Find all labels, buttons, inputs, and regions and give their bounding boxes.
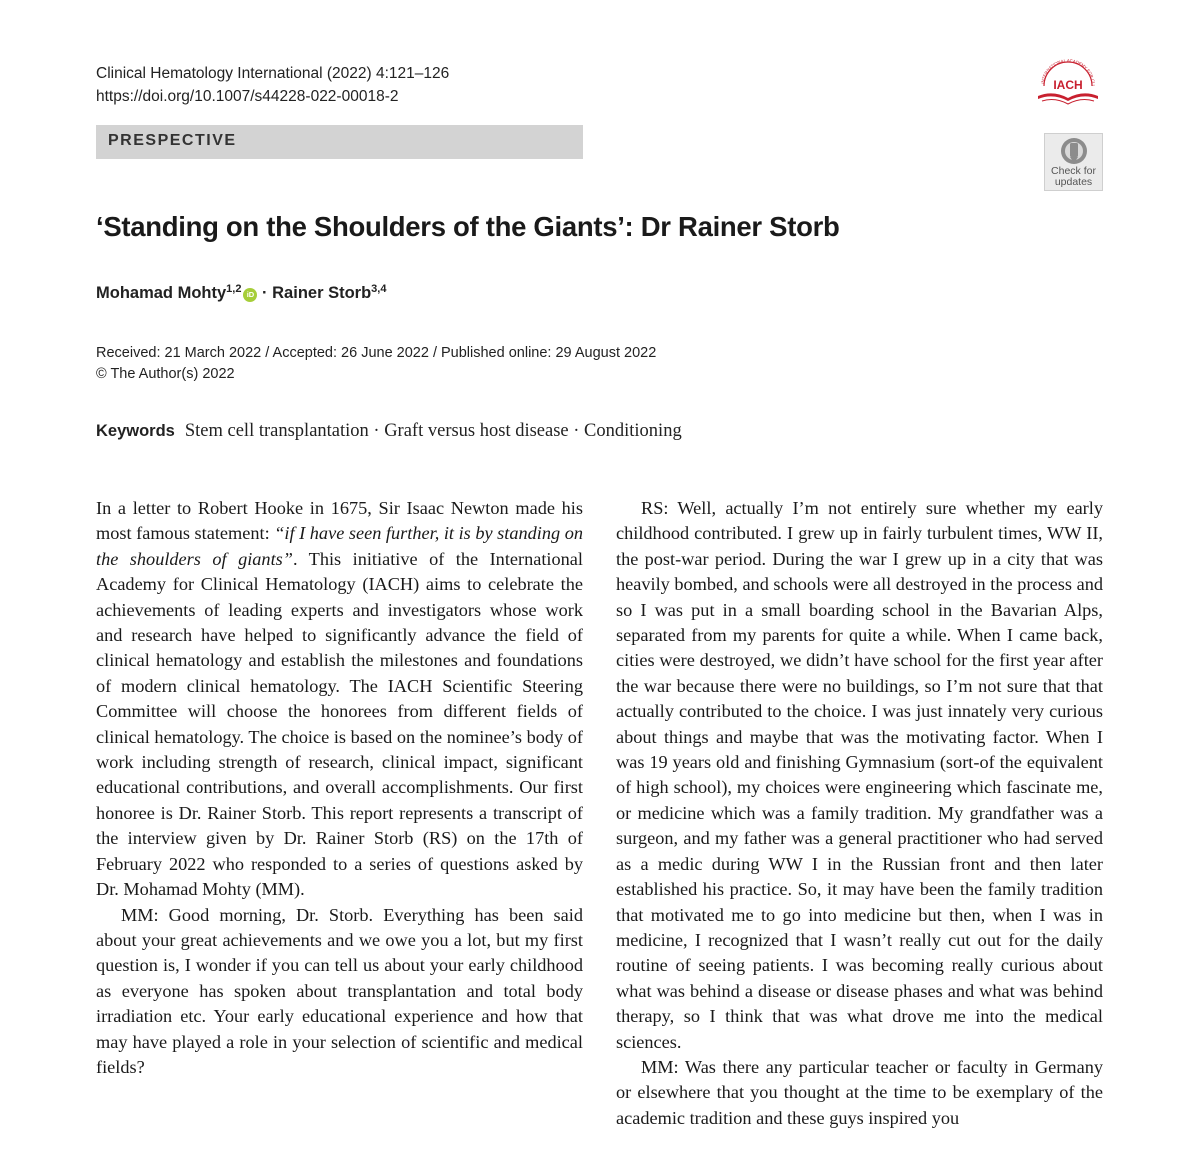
author-separator: · [257, 284, 273, 302]
logo-text: IACH [1053, 78, 1083, 92]
check-updates-icon [1060, 137, 1088, 165]
journal-citation: Clinical Hematology International (2022) 4:121–126 [96, 65, 450, 82]
publication-dates: Received: 21 March 2022 / Accepted: 26 June 2022 / Published online: 29 August 2022 [96, 345, 657, 361]
author-name[interactable]: Mohamad Mohty [96, 284, 227, 302]
copyright-notice: © The Author(s) 2022 [96, 366, 235, 382]
article-type-label: PRESPECTIVE [108, 132, 237, 149]
check-updates-label: Check for updates [1051, 165, 1096, 188]
keywords-text: Stem cell transplantation · Graft versus host disease · Conditioning [184, 421, 682, 441]
article-type-bar [96, 125, 583, 159]
paragraph-text: . This initiative of the International Academy for Clinical Hematology (IACH) aims to celebrate the achievements of leading experts and investigators whose work and research have helped to significantly advance the field of clinical hematology and establish the milestones and foundations of modern clinical hematology. The IACH Scientific Steering Committee will choose the honorees from different fields of clinical hematology. The choice is based on the nominee’s body of work including strength of research, clinical impact, significant educational contributions, and overall accomplishments. Our first honoree is Dr. Rainer Storb. This report represents a transcript of the interview given by Dr. Rainer Storb (RS) on the 17th of February 2022 who responded to a series of questions asked by Dr. Mohamad Mohty (MM). [96, 548, 583, 900]
body-paragraph [96, 496, 583, 903]
author-affiliation: 1,2 [226, 283, 242, 295]
body-column-left [96, 496, 583, 1080]
body-column-right [616, 496, 1103, 1131]
keywords [96, 421, 682, 442]
author-list [96, 284, 386, 303]
body-paragraph: RS: Well, actually I’m not entirely sure whether my early childhood contributed. I grew up in fairly turbulent times, WW II, the post-war period. During the war I grew up in a city that was heavily bombed, and schools were all destroyed in the process and so I was put in a small boarding school in the Bavarian Alps, separated from my parents for quite a while. When I came back, cities were destroyed, we didn’t have school for the first year after the war because there were no buildings, so I’m not sure that that actually contributed to the choice. I was just innately very curious about things and maybe that was the motivating factor. When I was 19 years old and finishing Gymnasium (sort-of the equivalent of high school), my choices were engineering which fascinate me, or medicine which was a family tradition. My grandfather was a surgeon, and my father was a general practitioner who had served as a medic during WW I in the Russian front and then later established his practice. So, it may have been the family tradition that motivated me to go into medicine but then, when I was in medicine, I recognized that I wasn’t really cut out for the daily routine of seeing patients. I was becoming really curious about what was behind a disease or disease phases and what was behind therapy, so I think that was what drove me into the medical sciences. [616, 498, 1103, 1052]
keywords-label: Keywords [96, 422, 175, 440]
doi-link[interactable]: https://doi.org/10.1007/s44228-022-00018-2 [96, 88, 399, 105]
iach-logo [1030, 52, 1106, 110]
orcid-icon[interactable]: iD [243, 288, 257, 302]
body-paragraph: MM: Was there any particular teacher or faculty in Germany or elsewhere that you thought at the time to be exemplary of the academic tradition and these guys inspired you [616, 1056, 1103, 1128]
author-name[interactable]: Rainer Storb [272, 284, 372, 302]
logo-ring-text: INTERNATIONAL ACADEMY FOR CLI [1040, 57, 1097, 86]
check-for-updates-button[interactable] [1044, 133, 1103, 191]
paragraph-text: In a letter to Robert Hooke in 1675, Sir Isaac Newton made his most famous statement: [96, 498, 583, 544]
newton-quote: “if I have seen further, it is by standing on the shoulders of giants” [96, 523, 583, 569]
author-affiliation: 3,4 [371, 283, 387, 295]
body-paragraph: MM: Good morning, Dr. Storb. Everything has been said about your great achievements and we owe you a lot, but my first question is, I wonder if you can tell us about your early childhood as everyone has spoken about transplantation and total body irradiation etc. Your early educational experience and how that may have played a role in your selection of scientific and medical fields? [96, 904, 583, 1077]
article-title: ‘Standing on the Shoulders of the Giants’: Dr Rainer Storb [96, 211, 840, 242]
iach-logo-graphic [1030, 52, 1106, 110]
